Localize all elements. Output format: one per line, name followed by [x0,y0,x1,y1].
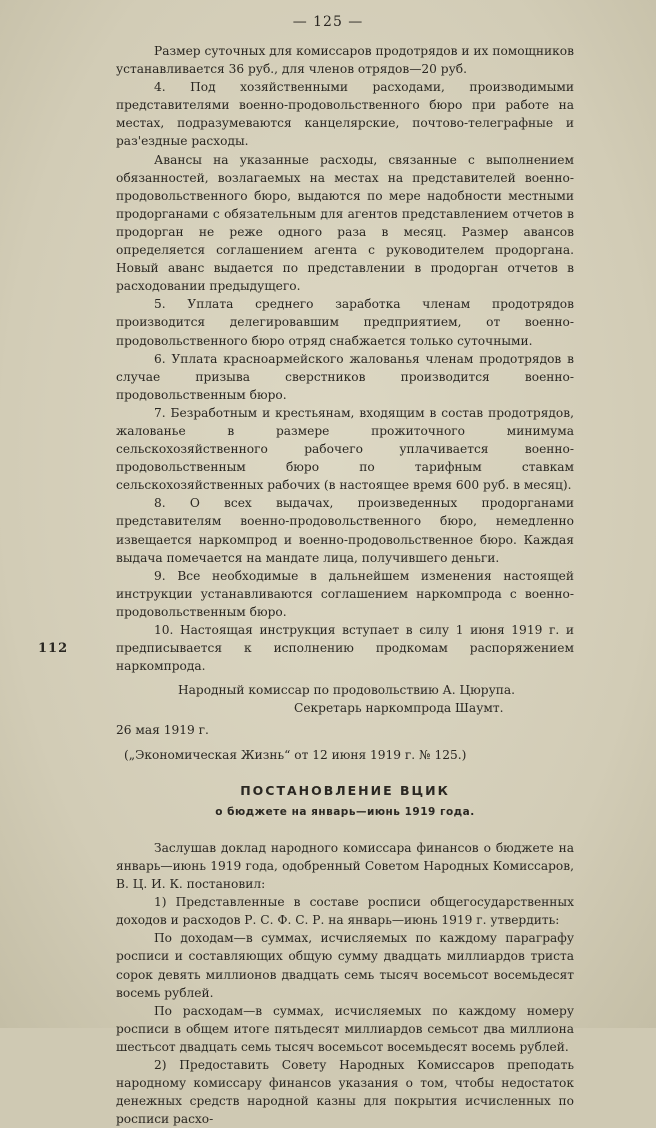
paragraph: Размер суточных для комиссаров продотрядов и их помощников устанавливается 36 руб., для членов отрядов—20 руб. [116,44,574,77]
document-date: 26 мая 1919 г. [116,723,209,738]
signature-secretary: Секретарь наркомпрода Шаумт. [294,701,504,716]
paragraph: По доходам—в суммах, исчисляемых по каждому параграфу росписи и составляющих общую сумму двадцать миллиардов триста сорок девять миллионов двадцать семь тысяч восемьсот восемьдесят восемь рублей. [116,931,574,1000]
paragraph: 10. Настоящая инструкция вступает в силу 1 июня 1919 г. и предписывается к исполнению продкомам распоряжением наркомпрода. [116,623,574,674]
paragraph: 7. Безработным и крестьянам, входящим в состав продотрядов, жалованье в размере прожиточного минимума сельскохозяйственного рабочего уплачивается военно-продовольственным бюро по тарифным ставкам сельскохозяйственных рабочих (в настоящее время 600 руб. в месяц). [116,405,574,493]
paragraph: 2) Предоставить Совету Народных Комиссаров преподать народному комиссару финансов указания о том, чтобы недостаток денежных средств народной казны для покрытия исчисленных по росписи расхо- [116,1057,574,1127]
document-subtitle: о бюджете на январь—июнь 1919 года. [215,805,475,818]
paragraph: 6. Уплата красноармейского жалованья членам продотрядов в случае призыва сверстников производится военно-продовольственным бюро. [116,351,574,402]
document-title: ПОСТАНОВЛЕНИЕ ВЦИК [240,782,450,798]
paragraph: По расходам—в суммах, исчисляемых по каждому номеру росписи в общем итоге пятьдесят миллиардов семьсот два миллиона шестьсот двадцать семь тысяч восемьсот восемьдесят восемь рублей. [116,1003,574,1054]
signature-commissar: Народный комиссар по продовольствию А. Цюрупа. [178,683,516,698]
page-number: — 125 — [292,14,364,30]
paragraph: 9. Все необходимые в дальнейшем изменения настоящей инструкции устанавливаются соглашением наркомпрода с военно-продовольственным бюро. [116,568,574,619]
paragraph: Заслушав доклад народного комиссара финансов о бюджете на январь—июнь 1919 года, одобренный Советом Народных Комиссаров, В. Ц. И. К. постановил: [116,840,574,892]
paragraph: 5. Уплата среднего заработка членам продотрядов производится делегировавшим предприятием, от военно-продовольственного бюро отряд снабжается только суточными. [116,297,574,348]
document-number: 112 [38,641,69,656]
paragraph: 4. Под хозяйственными расходами, производимыми представителями военно-продовольственного бюро при работе на местах, подразумеваются канцелярские, почтово-телеграфные и раз'ездные расходы. [116,80,574,149]
source-citation: („Экономическая Жизнь“ от 12 июня 1919 г. № 125.) [124,747,467,762]
paragraph: Авансы на указанные расходы, связанные с выполнением обязанностей, возлагаемых на местах на представителей военно-продовольственного бюро, выдаются по мере надобности местными продорганами с обязательным для агентов представлением отчетов в продорган не реже одного раза в месяц. Размер авансов определяется соглашением агента с руководителем продоргана. Новый аванс выдается по представлении в продорган отчетов в расходовании предыдущего. [116,152,574,294]
paragraph: 1) Представленные в составе росписи общегосударственных доходов и расходов Р. С. Ф. С. Р. на январь—июнь 1919 г. утвердить: [116,895,574,928]
paragraph: 8. О всех выдачах, произведенных продорганами представителям военно-продовольственного бюро, немедленно извещается наркомпрод и военно-продовольственное бюро. Каждая выдача помечается на мандате лица, получившего деньги. [116,496,574,565]
text-column [116,42,574,1128]
